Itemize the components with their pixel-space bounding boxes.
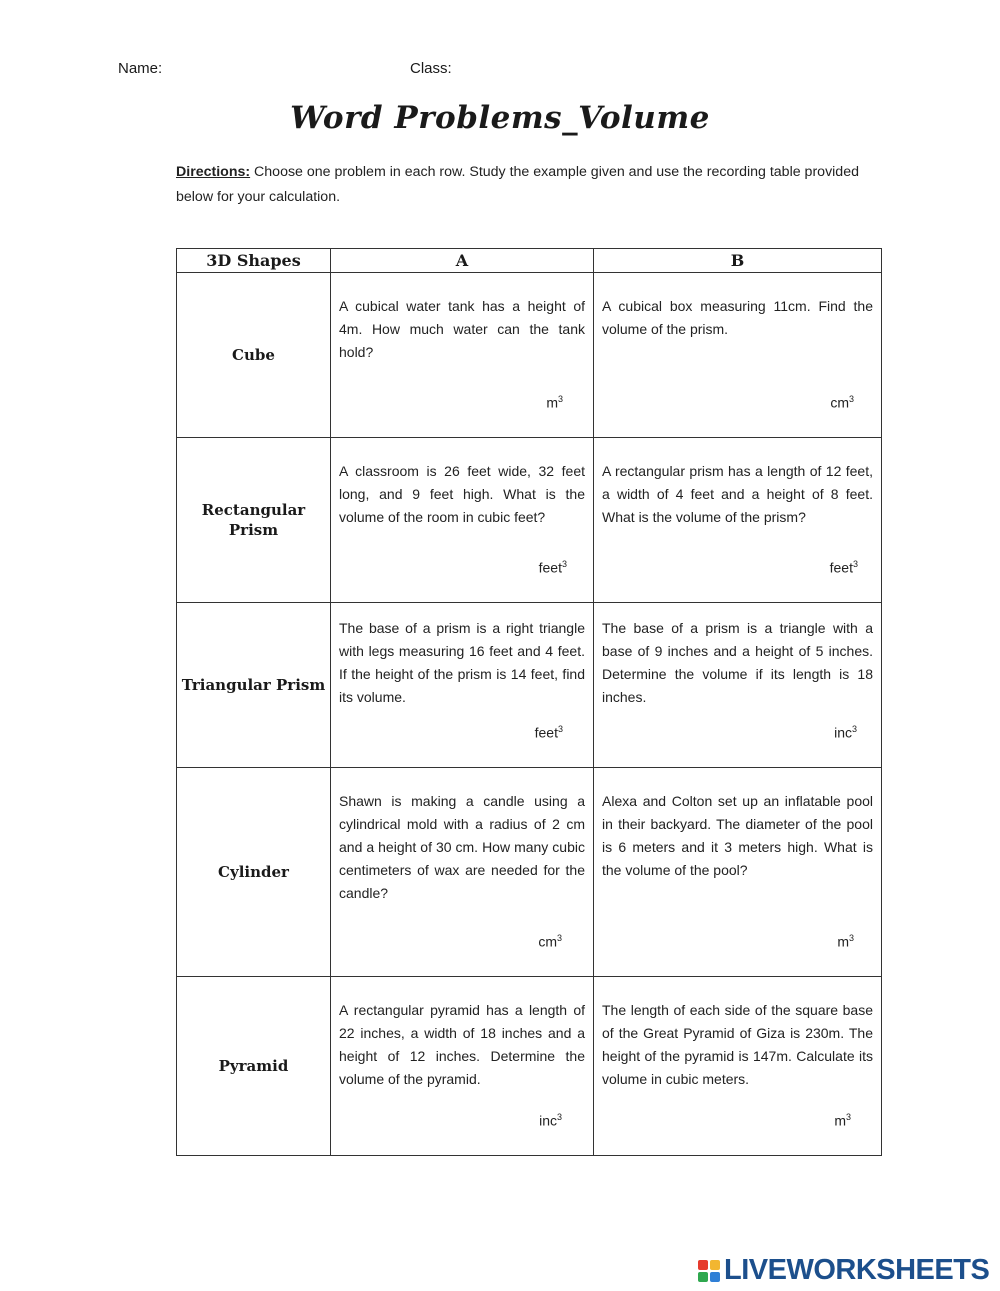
problem-text: The base of a prism is a right triangle with legs measuring 16 feet and 4 feet. If the height of the prism is 14 feet, find its volume. xyxy=(339,620,585,705)
problem-text: A rectangular pyramid has a length of 22 inches, a width of 18 inches and a height of 12 inches. Determine the volume of the pyramid. xyxy=(339,1002,585,1087)
problem-cell-b xyxy=(594,438,882,603)
directions-text: Choose one problem in each row. Study the example given and use the recording table provided below for your calculation. xyxy=(176,164,859,205)
logo-blocks-icon xyxy=(698,1260,720,1282)
problem-text: A classroom is 26 feet wide, 32 feet long, and 9 feet high. What is the volume of the room in cubic feet? xyxy=(339,463,585,525)
unit-exponent: 3 xyxy=(845,1112,851,1123)
table-header-row xyxy=(177,249,882,273)
problem-cell-b xyxy=(594,273,882,438)
header-shapes: 3D Shapes xyxy=(177,249,331,273)
answer-unit xyxy=(837,933,854,950)
unit-exponent: 3 xyxy=(557,724,563,735)
table-row xyxy=(177,768,882,977)
unit-exponent: 3 xyxy=(557,394,563,405)
logo-block xyxy=(698,1260,708,1270)
unit-exponent: 3 xyxy=(556,933,562,944)
logo-text: LIVEWORKSHEETS xyxy=(724,1254,990,1286)
class-label: Class: xyxy=(410,60,452,77)
unit-label: cm xyxy=(830,395,849,411)
problem-text: The base of a prism is a triangle with a base of 9 inches and a height of 5 inches. Determine the volume if its length is 18 inches. xyxy=(602,620,873,705)
problem-cell-b xyxy=(594,977,882,1156)
answer-unit xyxy=(539,1112,562,1129)
header-a: A xyxy=(331,249,594,273)
answer-unit xyxy=(546,394,563,411)
unit-exponent: 3 xyxy=(848,394,854,405)
liveworksheets-logo xyxy=(698,1254,989,1287)
problem-text: A cubical water tank has a height of 4m. How much water can the tank hold? xyxy=(339,298,585,360)
shape-name: Triangular Prism xyxy=(177,603,331,768)
answer-unit xyxy=(535,724,563,741)
unit-label: feet xyxy=(829,560,853,576)
problem-text: Shawn is making a candle using a cylindrical mold with a radius of 2 cm and a height of 30 cm. How many cubic centimeters of wax are needed for the candle? xyxy=(339,793,585,901)
logo-block xyxy=(710,1272,720,1282)
unit-exponent: 3 xyxy=(561,559,567,570)
unit-label: inc xyxy=(834,725,852,741)
answer-unit xyxy=(539,559,567,576)
unit-label: feet xyxy=(538,560,562,576)
table-row xyxy=(177,438,882,603)
table-row xyxy=(177,273,882,438)
problem-cell-a xyxy=(331,438,594,603)
answer-unit xyxy=(538,933,562,950)
problem-cell-a xyxy=(331,273,594,438)
unit-exponent: 3 xyxy=(852,559,858,570)
problems-table xyxy=(176,248,882,1156)
problem-cell-b xyxy=(594,603,882,768)
logo-block xyxy=(710,1260,720,1270)
header-b: B xyxy=(594,249,882,273)
answer-unit xyxy=(834,1112,851,1129)
answer-unit xyxy=(830,394,854,411)
shape-name: Cylinder xyxy=(177,768,331,977)
problem-text: A rectangular prism has a length of 12 feet, a width of 4 feet and a height of 8 feet. What is the volume of the prism? xyxy=(602,463,873,525)
answer-unit xyxy=(834,724,857,741)
shape-name: Cube xyxy=(177,273,331,438)
table-row xyxy=(177,603,882,768)
unit-exponent: 3 xyxy=(851,724,857,735)
unit-exponent: 3 xyxy=(556,1112,562,1123)
table-row xyxy=(177,977,882,1156)
unit-label: inc xyxy=(539,1113,557,1129)
problem-cell-b xyxy=(594,768,882,977)
unit-label: cm xyxy=(538,934,557,950)
problem-text: Alexa and Colton set up an inflatable pool in their backyard. The diameter of the pool is 6 meters and it 3 meters high. What is the volume of the pool? xyxy=(602,793,873,878)
shape-name: Rectangular Prism xyxy=(177,438,331,603)
problem-cell-a xyxy=(331,603,594,768)
problem-text: A cubical box measuring 11cm. Find the volume of the prism. xyxy=(602,298,873,337)
worksheet-title: Word Problems_Volume xyxy=(290,100,710,136)
shape-name: Pyramid xyxy=(177,977,331,1156)
unit-label: m xyxy=(834,1113,846,1129)
problem-text: The length of each side of the square base of the Great Pyramid of Giza is 230m. The height of the pyramid is 147m. Calculate its volume in cubic meters. xyxy=(602,1002,873,1087)
unit-label: feet xyxy=(534,725,558,741)
name-label: Name: xyxy=(118,60,163,77)
answer-unit xyxy=(830,559,858,576)
directions xyxy=(176,160,884,210)
problem-cell-a xyxy=(331,768,594,977)
unit-label: m xyxy=(837,934,849,950)
unit-label: m xyxy=(546,395,558,411)
unit-exponent: 3 xyxy=(848,933,854,944)
directions-label: Directions: xyxy=(176,164,251,180)
problem-cell-a xyxy=(331,977,594,1156)
logo-block xyxy=(698,1272,708,1282)
